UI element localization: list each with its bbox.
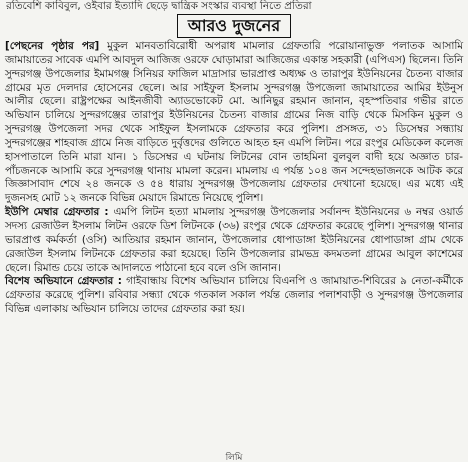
- article-body: [5, 40, 463, 317]
- next-article-text: লিমি: [225, 453, 243, 462]
- article-headline: আরও দুজনের: [177, 14, 291, 38]
- special-drive-text: গাইবান্ধায় বিশেষ অভিযান চালিয়ে বিএনপি ও জামায়াত-শিবিরের ৯ নেতা-কর্মীকে গ্রেফতার করেছে পুলিশ। রবিবার সন্ধ্যা থেকে গতকাল সকাল পর্যন্ত জেলার পলাশবাড়ী ও সুন্দরগঞ্জ উপজেলার বিভিন্ন এলাকায় অভিযান চালিয়ে তাদের গ্রেফতার করা হয়।: [5, 275, 463, 316]
- previous-article-fragment: রতিবেশি কাবিবুল, ওইবার ইত্যাদি ছেড়ে দ্বান্ত্রিক সংস্কার ব্যবস্থা নিতে প্রতিরা: [6, 0, 312, 12]
- continued-from-label: [পেছনের পৃষ্ঠার পর]: [5, 40, 100, 52]
- special-drive-subhead: বিশেষ অভিযানে গ্রেফতার :: [5, 275, 122, 288]
- intro-paragraph: [5, 40, 463, 206]
- up-member-paragraph: [5, 206, 463, 275]
- next-article-fragment: [0, 454, 468, 462]
- up-member-subhead: ইউপি মেম্বার গ্রেফতার :: [5, 206, 109, 219]
- headline-container: [0, 14, 468, 38]
- special-drive-paragraph: [5, 275, 463, 317]
- intro-text: মুকুল মানবতাবিরোধী অপরাধ মামলার গ্রেফতারি পরোয়ানাভুক্ত পলাতক আসামি জামায়াতের সাবেক এমপি আবদুল আজিজ ওরফে ঘোড়ামারা আজিজের একান্ত সহকারী (এপিএস) ছিলেন। তিনি সুন্দরগঞ্জ উপজেলার ইমামগঞ্জ সিনিয়র ফাজিল মাদ্রাসার ভারপ্রাপ্ত অধ্যক্ষ ও তারাপুর ইউনিয়নের চৈতন্য বাজার গ্রামের মৃত দেলদার হোসেনের ছেলে। আর সাইফুল ইসলাম সুন্দরগঞ্জ উপজেলা জামায়াতের আমির ইউনুস আলীর ছেলে। রাষ্ট্রপক্ষের আইনজীবী অ্যাডভোকেট মো. আনিছুর রহমান জানান, বৃহস্পতিবার গভীর রাতে অভিযান চালিয়ে সুন্দরগঞ্জের তারাপুর ইউনিয়নের চৈতন্য বাজার গ্রামের নিজ বাড়ি থেকে মিসকিন মুকুল ও সুন্দরগঞ্জ উপজেলা সদর থেকে সাইফুল ইসলামকে গ্রেফতার করে পুলিশ। প্রসঙ্গত, ৩১ ডিসেম্বর সন্ধ্যায় সুন্দরগঞ্জের শাহবাজ গ্রামে নিজ বাড়িতে দুর্বৃত্তদের গুলিতে আহত হন এমপি লিটন। পরে রংপুর মেডিকেল কলেজ হাসপাতালে তিনি মারা যান। ১ ডিসেম্বর এ ঘটনায় লিটনের বোন তাহমিনা বুলবুল বাদী হয়ে অজ্ঞাত চার-পাঁচজনকে আসামি করে সুন্দরগঞ্জ থানায় মামলা করেন। মামলায় এ পর্যন্ত ১০৪ জন সন্দেহভাজনকে আটক করে জিজ্ঞাসাবাদ শেষে ২৪ জনকে ও ৫৪ ধারায় সুন্দরগঞ্জ উপজেলায় গ্রেফতার দেখানো হয়েছে। এর মধ্যে এই দুজনসহ মোট ১২ জনকে বিভিন্ন মেয়াদে রিমান্ডে নিয়েছে পুলিশ।: [5, 40, 463, 205]
- up-member-text: এমপি লিটন হত্যা মামলায় সুন্দরগঞ্জ উপজেলার সর্বানন্দ ইউনিয়নের ৬ নম্বর ওয়ার্ড সদস্য রেজাউল ইসলাম লিটন ওরফে ডিশ লিটনকে (৩৬) রংপুর থেকে গ্রেফতার করেছে পুলিশ। সুন্দরগঞ্জ থানার ভারপ্রাপ্ত কর্মকর্তা (ওসি) আতিয়ার রহমান জানান, উপজেলার ধোপাডাঙ্গা ইউনিয়নের ধোপাডাঙ্গা গ্রাম থেকে রেজাউল ইসলাম লিটনকে গ্রেফতার করা হয়েছে। তিনি উপজেলার রামভদ্র কদমতলা গ্রামের আবুল কাশেমের ছেলে। রিমান্ড চেয়ে তাকে আদালতে পাঠানো হবে বলে ওসি জানান।: [5, 206, 463, 274]
